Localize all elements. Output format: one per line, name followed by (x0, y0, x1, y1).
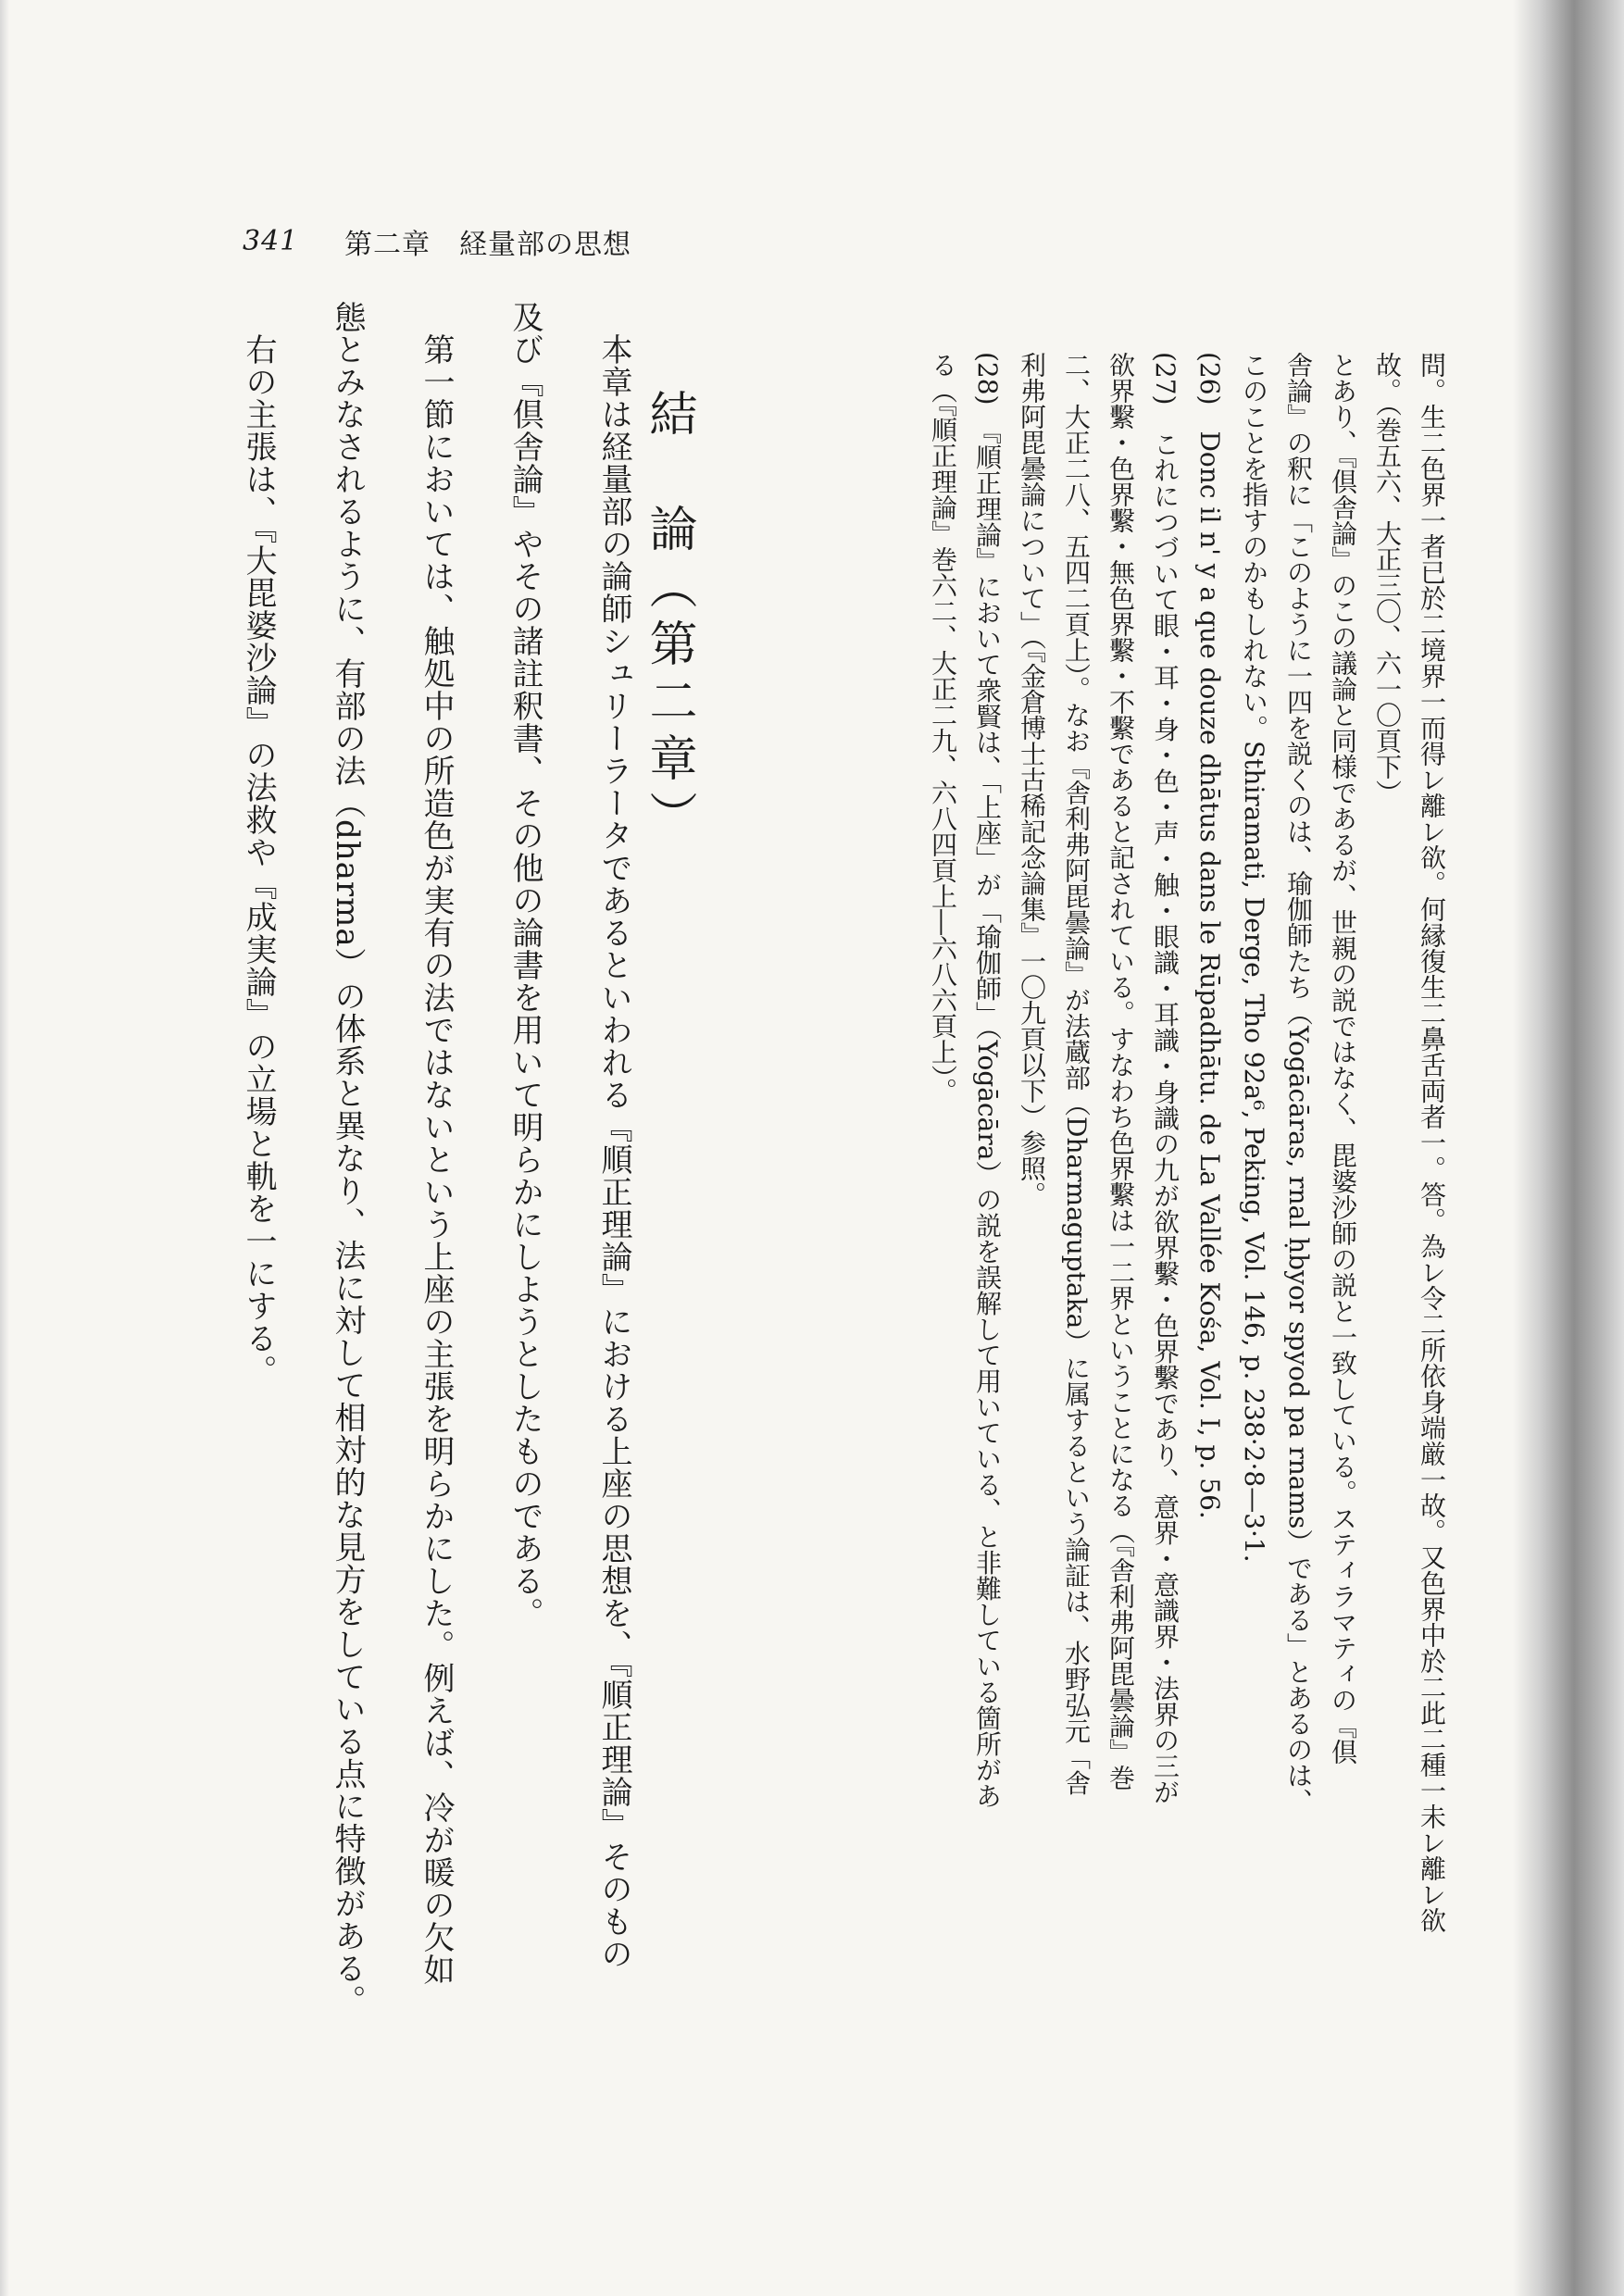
body-line: 態とみなされるように、有部の法（dharma）の体系と異なり、法に対して相対的な見方をしている点に特徴がある。 (329, 301, 366, 2017)
note-28: (28) 『順正理論』において衆賢は、「上座」が「瑜伽師」（Yogācāra）の説を誤解して用いている、と非難している箇所があ (972, 352, 1003, 1809)
chapter-title: 第二章 経量部の思想 (344, 229, 631, 261)
note-line: る（『順正理論』巻六二、大正二九、六八四頁上―六八六頁上）。 (928, 352, 958, 1104)
section-heading: 結 論（第二章） (641, 389, 696, 848)
body-paragraph: 右の主張は、『大毘婆沙論』の法救や『成実論』の立場と軌を一にする。 (240, 301, 277, 1387)
running-header (243, 218, 631, 273)
note-line: 問。生二色界一者已於二境界一而得レ離レ欲。何縁復生二鼻舌両者一。答。為レ令二所依身端厳一故。又色界中於二此二種一未レ離レ欲 (1417, 352, 1447, 1933)
note-26: (26) Donc il n' y a que douze dhātus dans le Rūpadhātu. de La Vallée Kośa, Vol. I, p. 56. (1194, 352, 1225, 1519)
body-line: 及び『倶舎論』やその諸註釈書、その他の論書を用いて明らかにしようとしたものである。 (506, 301, 543, 1629)
note-line: 二、大正二八、五四二頁上）。なお『舎利弗阿毘曇論』が法蔵部（Dharmaguptaka）に属するという論証は、水野弘元「舎 (1061, 352, 1092, 1796)
book-spine-shadow (1513, 0, 1624, 2296)
note-27: (27) これにつづいて眼・耳・身・色・声・触・眼識・耳識・身識の九が欲界繫・色界繫であり、意界・意識界・法界の三が (1150, 352, 1181, 1805)
note-line: 利弗阿毘曇論について」（『金倉博士古稀記念論集』一〇九頁以下）参照。 (1017, 352, 1047, 1207)
page-number: 341 (243, 225, 299, 257)
note-line: 欲界繫・色界繫・無色界繫・不繫であると記されている。すなわち色界繫は一二界ということになる（『舎利弗阿毘曇論』巻 (1106, 352, 1136, 1791)
page-edge-shadow (0, 0, 9, 2296)
endnotes-block (889, 352, 1447, 2111)
conclusion-body (185, 301, 630, 2152)
body-paragraph: 本章は経量部の論師シュリーラータであるといわれる『順正理論』における上座の思想を、『順正理論』そのもの (595, 301, 632, 1970)
note-line: 舎論』の釈に「このように一四を説くのは、瑜伽師たち（Yogācāras, rnal ḥbyor spyod pa rnams）である」とあるのは、 (1283, 352, 1314, 1815)
note-line: このことを指すのかもしれない。Sthiramati, Derge, Tho 92a⁶, Peking, Vol. 146, p. 238·2·8—3·1. (1239, 352, 1269, 1563)
note-line: とあり、『倶舎論』のこの議論と同様であるが、世親の説ではなく、毘婆沙師の説と一致している。スティラマティの『倶 (1328, 352, 1358, 1765)
note-line: 故。（巻五六、大正三〇、六一〇頁下） (1372, 352, 1403, 805)
body-paragraph: 第一節においては、触処中の所造色が実有の法ではないという上座の主張を明らかにした。例えば、冷が暖の欠如 (418, 301, 455, 1986)
